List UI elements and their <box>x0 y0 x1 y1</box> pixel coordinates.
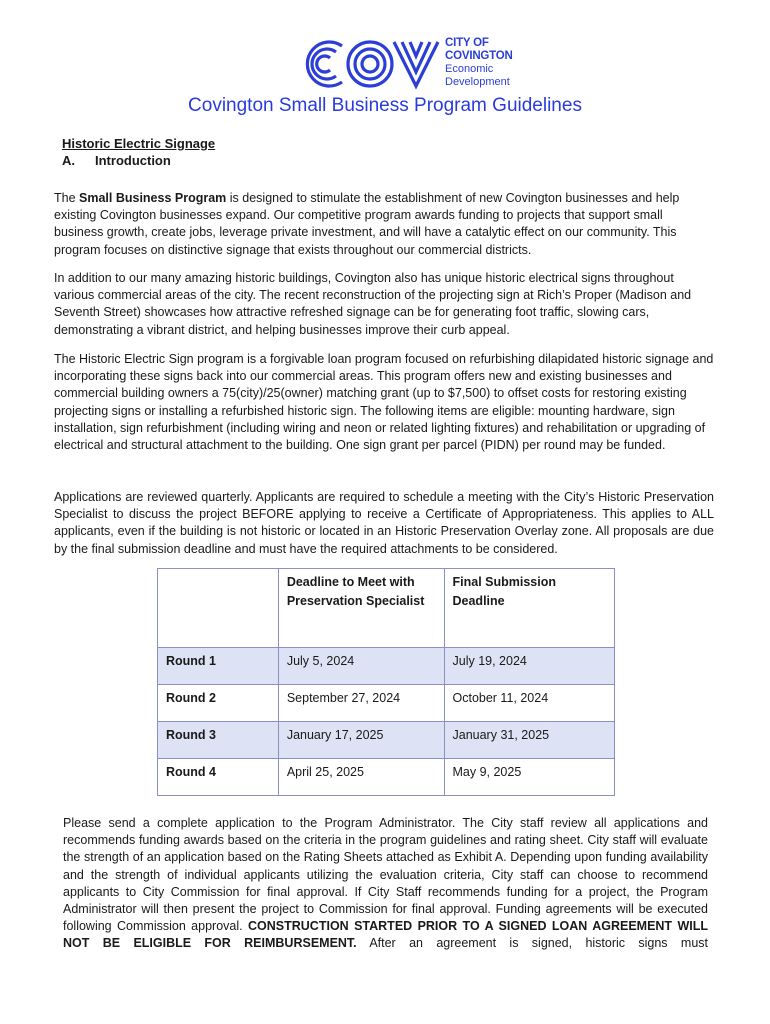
program-details-paragraph: The Historic Electric Sign program is a forgivable loan program focused on refurbishing dilapidated historic signage and incorporating these signs back into our commercial areas. This program offers new and existing businesses and commercial building owners a 75(city)/25(owner) matching grant (up to $7,500) to offset costs for restoring existing projecting signs or installing a refurbished historic sign. The following items are eligible: mounting hardware, sign installation, sign refurbishment (including wiring and neon or related lighting fixtures) and rehabilitation or upgrading of electrical and structural attachment to the building. One sign grant per parcel (PIDN) per round may be funded. <box>54 352 714 453</box>
intro-paragraph <box>54 190 714 259</box>
submission-paragraph-tail: After an agreement is signed, historic signs must <box>356 936 708 951</box>
table-row <box>158 759 615 796</box>
final-deadline: January 31, 2025 <box>444 722 615 759</box>
program-name: Small Business Program <box>79 191 227 205</box>
round-label: Round 3 <box>158 722 279 759</box>
preservation-deadline: September 27, 2024 <box>278 685 444 722</box>
final-deadline: October 11, 2024 <box>444 685 615 722</box>
table-header-row <box>158 569 615 648</box>
submission-paragraph <box>63 815 708 953</box>
city-logo <box>302 36 522 94</box>
logo-wordmark <box>445 37 513 89</box>
table-row <box>158 722 615 759</box>
table-row <box>158 648 615 685</box>
submission-paragraph-body: Please send a complete application to the Program Administrator. The City staff review all applications and recommends funding awards based on the criteria in the program guidelines and rating sheet. City staff will evaluate the strength of an application based on the Rating Sheets attached as Exhibit A. Depending upon funding availability and the strength of individual applicants utilizing the evaluation criteria, City staff can choose to recommend applicants to City Commission for final approval. If City Staff recommends funding for a project, the Program Administrator will then present the project to Commission for final approval. Funding agreements will be executed following Commission approval. <box>63 816 708 934</box>
round-label: Round 4 <box>158 759 279 796</box>
construction-warning: CONSTRUCTION STARTED PRIOR TO A SIGNED LOAN AGREEMENT WILL NOT BE ELIGIBLE FOR REIMBURSEMENT. <box>63 919 709 951</box>
round-label: Round 1 <box>158 648 279 685</box>
table-row <box>158 685 615 722</box>
table-header-cell: Final Submission Deadline <box>444 569 615 648</box>
table-header-cell <box>158 569 279 648</box>
sub-heading-number: A. <box>62 153 75 168</box>
final-deadline: May 9, 2025 <box>444 759 615 796</box>
logo-city-of: CITY OF <box>445 37 489 49</box>
cov-logo-icon <box>302 36 442 92</box>
round-label: Round 2 <box>158 685 279 722</box>
section-heading: Historic Electric Signage <box>62 136 216 151</box>
preservation-deadline: April 25, 2025 <box>278 759 444 796</box>
logo-development: Development <box>445 76 510 88</box>
historic-signs-paragraph: In addition to our many amazing historic buildings, Covington also has unique historic electrical signs throughout various commercial areas of the city. The recent reconstruction of the projecting sign at Rich’s Proper (Madison and Seventh Street) showcases how attractive refreshed signage can be for generating foot traffic, slowing cars, demonstrating a vibrant district, and helping businesses improve their curb appeal. <box>54 271 692 337</box>
intro-paragraph-body: is designed to stimulate the establishment of new Covington businesses and help existing Covington businesses expand. Our competitive program awards funding to projects that support small business growth, create jobs, leverage private investment, and will have a catalytic effect on our community. This program focuses on distinctive signage that exists throughout our commercial districts. <box>54 191 680 257</box>
application-review-paragraph: Applications are reviewed quarterly. Applicants are required to schedule a meeting with the City’s Historic Preservation Specialist to discuss the project BEFORE applying to receive a Certificate of Appropriateness. This applies to ALL applicants, even if the building is not historic or located in an Historic Preservation Overlay zone. All proposals are due by the final submission deadline and must have the required attachments to be considered. <box>54 490 714 556</box>
page-title: Covington Small Business Program Guidelines <box>188 95 582 116</box>
preservation-deadline: July 5, 2024 <box>278 648 444 685</box>
final-deadline: July 19, 2024 <box>444 648 615 685</box>
preservation-deadline: January 17, 2025 <box>278 722 444 759</box>
intro-paragraph-lead: The <box>54 191 80 205</box>
logo-economic: Economic <box>445 63 494 75</box>
deadline-table <box>157 568 615 796</box>
table-header-cell: Deadline to Meet with Preservation Specialist <box>278 569 444 648</box>
sub-heading-text: Introduction <box>95 153 171 168</box>
sub-heading <box>62 153 171 168</box>
logo-covington: COVINGTON <box>445 50 513 62</box>
